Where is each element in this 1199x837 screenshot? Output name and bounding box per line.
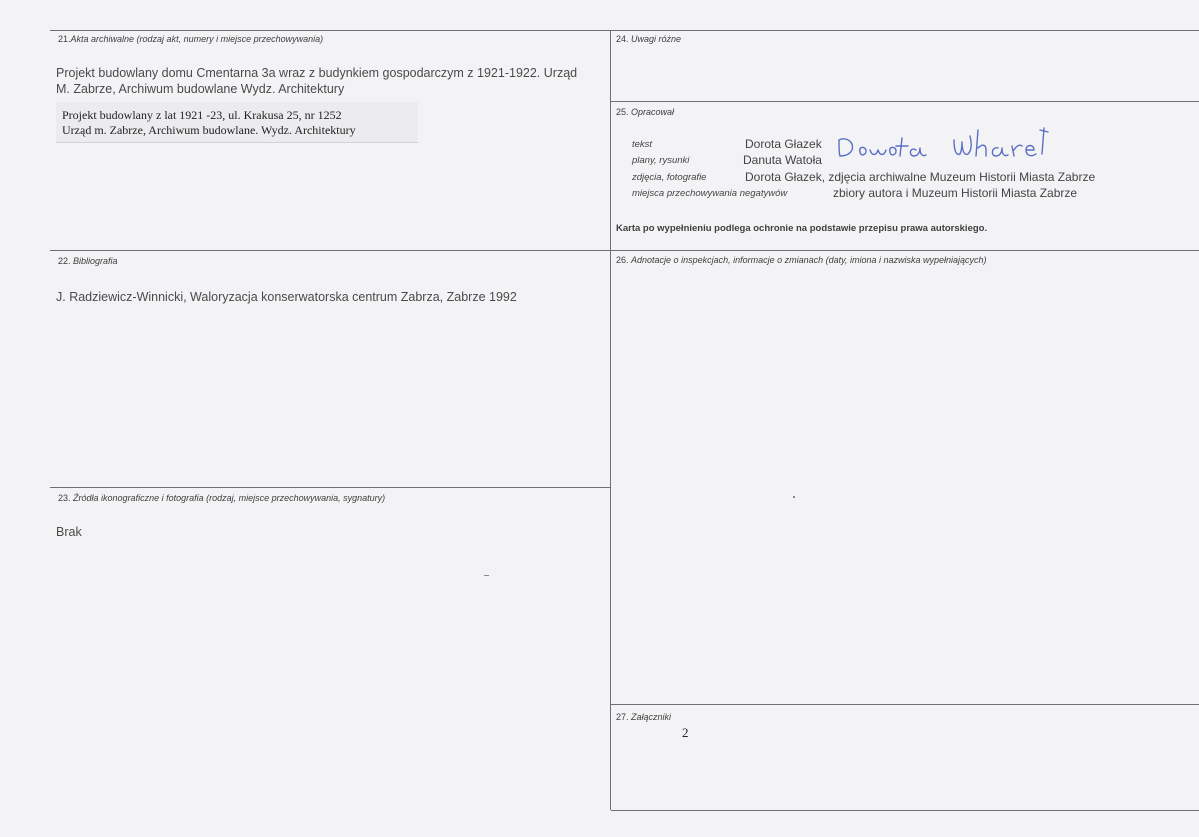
section-24-title: Uwagi różne	[631, 34, 682, 44]
section-26-header	[616, 255, 987, 265]
section-22-header	[58, 256, 118, 266]
section-22-body: J. Radziewicz-Winnicki, Waloryzacja konserwatorska centrum Zabrza, Zabrze 1992	[56, 290, 517, 304]
rule-23	[50, 487, 610, 488]
label-zdjecia: zdjęcia, fotografie	[632, 172, 707, 183]
section-21-title: Akta archiwalne (rodzaj akt, numery i miejsce przechowywania)	[70, 34, 324, 44]
label-negatywy: miejsca przechowywania negatywów	[632, 188, 788, 199]
rule-25	[611, 101, 1199, 102]
pasted-line2: Urząd m. Zabrze, Archiwum budowlane. Wydz. Architektury	[62, 123, 356, 137]
top-rule	[50, 30, 1199, 31]
section-21-header	[58, 34, 323, 44]
section-23-title: Źródła ikonograficzne i fotografia (rodzaj, miejsce przechowywania, sygnatury)	[73, 493, 386, 503]
section-23-number: 23.	[58, 493, 71, 503]
scan-speck	[793, 496, 795, 498]
section-25-number: 25.	[616, 107, 629, 117]
section-24-number: 24.	[616, 34, 629, 44]
scan-speck	[484, 575, 489, 576]
copyright-note: Karta po wypełnieniu podlega ochronie na podstawie przepisu prawa autorskiego.	[616, 223, 988, 234]
rule-22	[50, 250, 1199, 251]
label-tekst: tekst	[632, 139, 653, 150]
handwritten-signature	[836, 126, 1056, 166]
section-27-title: Załączniki	[631, 712, 672, 722]
value-zdjecia: Dorota Głazek, zdjęcia archiwalne Muzeum Historii Miasta Zabrze	[745, 170, 1096, 184]
section-26-title: Adnotacje o inspekcjach, informacje o zmianach (daty, imiona i nazwiska wypełniających)	[631, 255, 987, 265]
pasted-line1: Projekt budowlany z lat 1921 -23, ul. Krakusa 25, nr 1252	[62, 108, 342, 122]
section-22-title: Bibliografia	[73, 256, 118, 266]
section-21-body-line1: Projekt budowlany domu Cmentarna 3a wraz z budynkiem gospodarczym z 1921-1922. Urząd	[56, 66, 578, 80]
label-plany-rysunki: plany, rysunki	[632, 155, 690, 166]
section-23-header	[58, 493, 385, 503]
section-26-number: 26.	[616, 255, 629, 265]
rule-27	[611, 704, 1199, 705]
section-22-number: 22.	[58, 256, 71, 266]
value-negatywy: zbiory autora i Muzeum Historii Miasta Zabrze	[833, 186, 1078, 200]
section-21-body-line2: M. Zabrze, Archiwum budowlane Wydz. Architektury	[56, 82, 345, 96]
value-tekst: Dorota Głazek	[745, 137, 822, 151]
section-25-header	[616, 107, 674, 117]
section-24-header	[616, 34, 681, 44]
section-27-header	[616, 712, 671, 722]
value-plany-rysunki: Danuta Watoła	[743, 153, 822, 167]
attachments-count: 2	[682, 725, 689, 740]
pasted-typewritten-slip	[56, 102, 418, 143]
section-23-body: Brak	[56, 525, 82, 539]
section-21-number: 21.	[58, 34, 71, 44]
bottom-rule	[611, 810, 1199, 811]
center-divider	[610, 30, 611, 810]
section-25-title: Opracował	[631, 107, 675, 117]
section-27-number: 27.	[616, 712, 629, 722]
